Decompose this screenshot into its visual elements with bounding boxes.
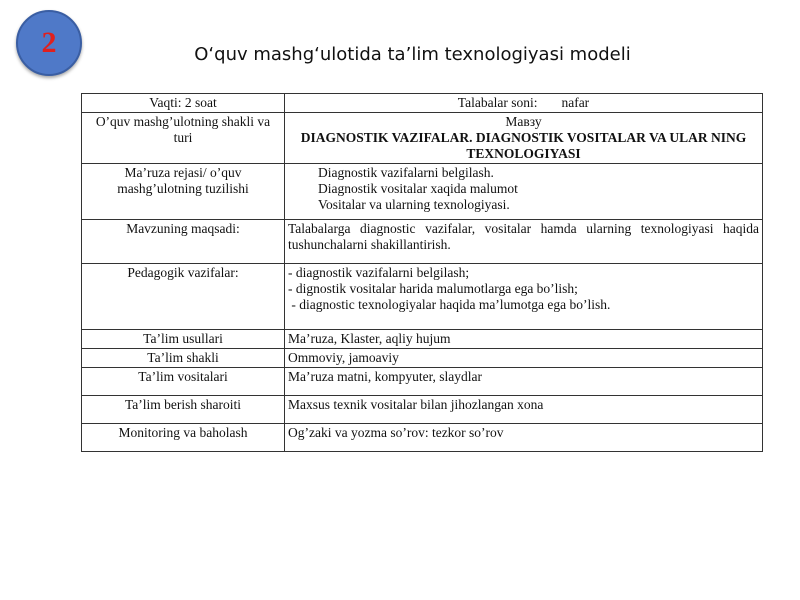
table-row xyxy=(82,330,763,349)
monitoring-label-cell: Monitoring va baholash xyxy=(82,424,285,452)
table-row xyxy=(82,396,763,424)
talabalar-unit: nafar xyxy=(561,95,590,110)
slide-number-badge xyxy=(16,10,82,76)
table-row xyxy=(82,264,763,330)
mavzu-cell xyxy=(285,113,763,164)
maqsad-cell: Talabalarga diagnostic vazifalar, vositalar hamda ularning texnologiyasi haqida tushunchalarni shakillantirish. xyxy=(285,220,763,264)
monitoring-cell: Og’zaki va yozma so’rov: tezkor so’rov xyxy=(285,424,763,452)
list-item: Vositalar va ularning texnologiyasi. xyxy=(318,197,510,212)
sharoit-cell: Maxsus texnik vositalar bilan jihozlangan xona xyxy=(285,396,763,424)
talabalar-label: Talabalar soni: xyxy=(457,95,538,110)
usullar-label-cell: Ta’lim usullari xyxy=(82,330,285,349)
usullar-cell: Ma’ruza, Klaster, aqliy hujum xyxy=(285,330,763,349)
slide-number: 2 xyxy=(41,26,57,59)
shakli-cell: Ommoviy, jamoaviy xyxy=(285,349,763,368)
table-row xyxy=(82,220,763,264)
table-row xyxy=(82,113,763,164)
lesson-model-table xyxy=(81,93,763,452)
vazifalar-label-cell: Pedagogik vazifalar: xyxy=(82,264,285,330)
shakl-label-cell: O’quv mashg’ulotning shakli va turi xyxy=(82,113,285,164)
shakli-label-cell: Ta’lim shakli xyxy=(82,349,285,368)
maqsad-label-cell: Mavzuning maqsadi: xyxy=(82,220,285,264)
list-item: - diagnostik vazifalarni belgilash; xyxy=(288,265,470,280)
table-row xyxy=(82,94,763,113)
vositalar-cell: Ma’ruza matni, kompyuter, slaydlar xyxy=(285,368,763,396)
page-title: O‘quv mashg‘ulotida ta’lim texnologiyasi modeli xyxy=(194,44,631,65)
mavzu-title: DIAGNOSTIK VAZIFALAR. DIAGNOSTIK VOSITALAR VA ULAR NING TEXNOLOGIYASI xyxy=(300,130,747,161)
list-item: Diagnostik vazifalarni belgilash. xyxy=(318,165,494,180)
reja-cell xyxy=(285,164,763,220)
reja-label-cell: Ma’ruza rejasi/ o’quv mashg’ulotning tuzilishi xyxy=(82,164,285,220)
talabalar-cell xyxy=(285,94,763,113)
mavzu-label: Мавзу xyxy=(505,114,542,129)
table-row xyxy=(82,424,763,452)
vaqti-cell: Vaqti: 2 soat xyxy=(82,94,285,113)
table-row xyxy=(82,164,763,220)
list-item: Diagnostik vositalar xaqida malumot xyxy=(318,181,518,196)
sharoit-label-cell: Ta’lim berish sharoiti xyxy=(82,396,285,424)
list-item: - diagnostic texnologiyalar haqida ma’lumotga ega bo’lish. xyxy=(288,297,611,312)
table-row xyxy=(82,349,763,368)
table-row xyxy=(82,368,763,396)
vazifalar-cell xyxy=(285,264,763,330)
list-item: - dignostik vositalar harida malumotlarga ega bo’lish; xyxy=(288,281,578,296)
vositalar-label-cell: Ta’lim vositalari xyxy=(82,368,285,396)
